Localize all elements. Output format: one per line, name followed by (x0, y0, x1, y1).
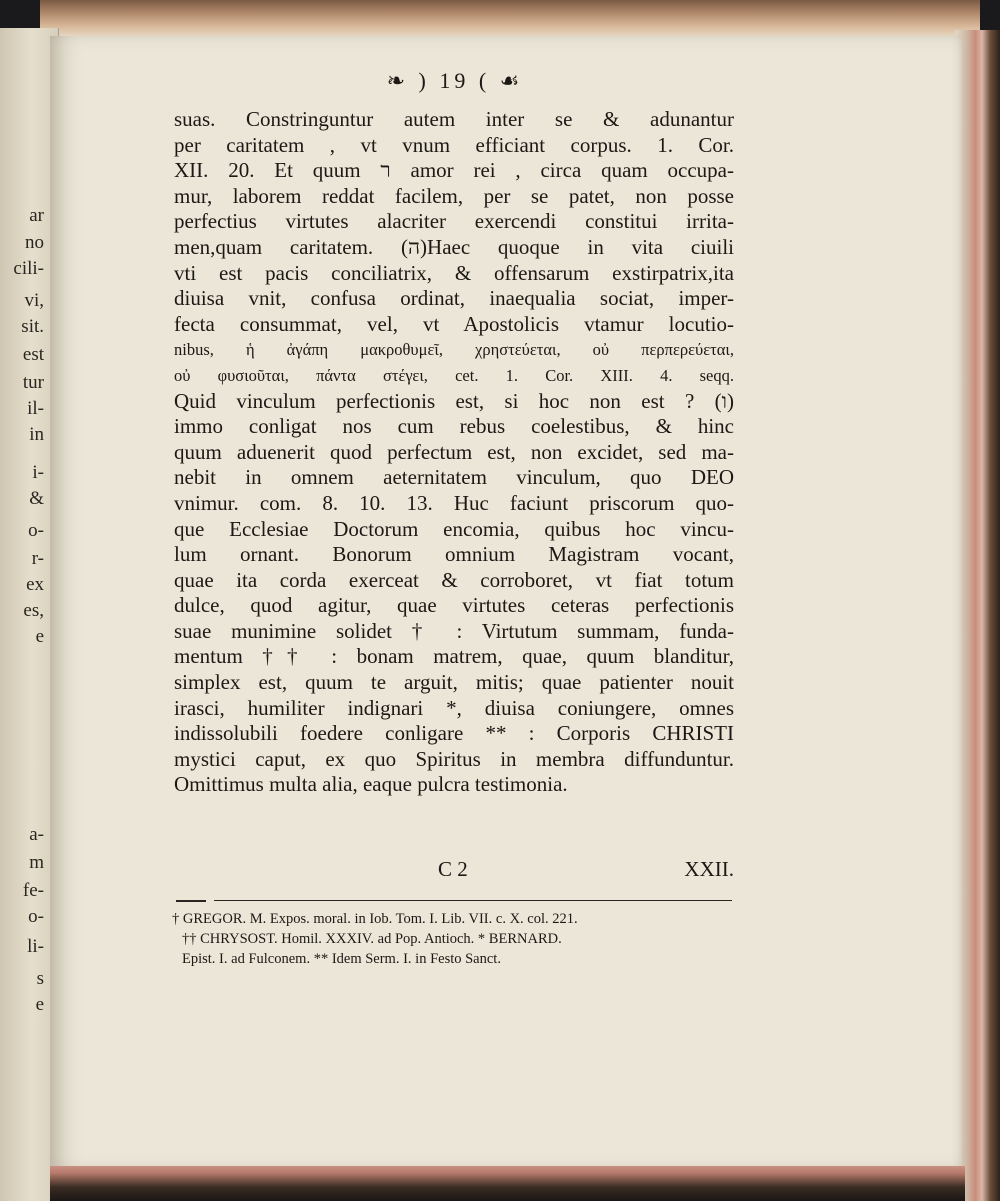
body-line: nibus, ἡ ἀγάπη μακροθυμεῖ, χρηστεύεται, οὐ περπερεύεται, (174, 340, 734, 360)
left-page-fragment: vi, (24, 290, 44, 311)
footnote-rule-long (214, 900, 732, 901)
body-line: dulce, quod agitur, quae virtutes ceteras perfectionis (174, 593, 734, 618)
left-page-fragment: ar (29, 205, 44, 226)
body-line: vti est pacis conciliatrix, & offensarum exstirpatrix,ita (174, 260, 734, 285)
body-line: perfectius virtutes alacriter exercendi constitui irrita- (174, 209, 734, 234)
left-page-fragment: sit. (21, 316, 44, 337)
body-line: diuisa vnit, confusa ordinat, inaequalia sociat, imper- (174, 286, 734, 311)
left-page-fragment: i- (32, 462, 44, 483)
body-line: XII. 20. Et quum ר amor rei , circa quam occupa- (174, 158, 734, 183)
body-line: lum ornant. Bonorum omnium Magistram vocant, (174, 542, 734, 567)
left-page-fragment: fe- (22, 880, 44, 901)
left-page-fragment: li- (27, 936, 44, 957)
left-page-fragment: a- (29, 824, 44, 845)
body-line: suae munimine solidet † : Virtutum summam, funda- (174, 618, 734, 643)
footnote-line: Epist. I. ad Fulconem. ** Idem Serm. I. in Festo Sanct. (182, 951, 501, 967)
page-footer-line (174, 857, 734, 885)
body-line: nebit in omnem aeternitatem vinculum, quo DEO (174, 465, 734, 490)
left-page-fragment: o- (28, 520, 44, 541)
body-paragraph (174, 107, 734, 798)
left-page-fragment: cili- (13, 258, 44, 279)
left-page-fragment: & (29, 488, 44, 509)
left-page-fragment: in (29, 424, 44, 445)
left-page-fragment: e (35, 994, 44, 1015)
body-line: indissolubili foedere conligare ** : Corporis CHRISTI (174, 721, 734, 746)
body-line: per caritatem , vt vnum efficiant corpus. 1. Cor. (174, 132, 734, 157)
left-page-fragment: est (22, 344, 44, 365)
body-line: quum aduenerit quod perfectum est, non excidet, sed ma- (174, 439, 734, 464)
left-page-fragment: es, (23, 600, 44, 621)
body-line: mentum †† : bonam matrem, quae, quum blanditur, (174, 644, 734, 669)
body-line: quae ita corda exerceat & corroboret, vt fiat totum (174, 567, 734, 592)
body-line: Omittimus multa alia, eaque pulcra testimonia. (174, 772, 568, 797)
body-line: men,quam caritatem. (ה)Haec quoque in vita ciuili (174, 234, 734, 259)
body-line: simplex est, quum te arguit, mitis; quae patienter nouit (174, 670, 734, 695)
page-header: ❧ ) 19 ( ☙ (386, 68, 524, 93)
body-line: vnimur. com. 8. 10. 13. Huc faciunt priscorum quo- (174, 490, 734, 515)
left-page-fragment: o- (28, 906, 44, 927)
body-line: mur, laborem reddat facilem, per se patet, non posse (174, 183, 734, 208)
body-line: Quid vinculum perfectionis est, si hoc non est ? (ו) (174, 388, 734, 413)
left-page-fragment: s (36, 968, 44, 989)
body-line: immo conligat nos cum rebus coelestibus, & hinc (174, 414, 734, 439)
left-page-fragment: il- (27, 398, 44, 419)
body-line: mystici caput, ex quo Spiritus in membra diffunduntur. (174, 746, 734, 771)
left-page-fragment: r- (31, 548, 44, 569)
left-page-fragment: tur (22, 372, 44, 393)
footnote-line: † GREGOR. M. Expos. moral. in Iob. Tom. I. Lib. VII. c. X. col. 221. (172, 911, 578, 927)
body-line: οὐ φυσιοῦται, πάντα στέγει, cet. 1. Cor. XIII. 4. seqq. (174, 365, 734, 385)
left-page-fragment: ex (26, 574, 44, 595)
body-line: suas. Constringuntur autem inter se & adunantur (174, 107, 734, 131)
bottom-page-edge (50, 1166, 965, 1201)
footnotes (172, 909, 737, 969)
body-line: irasci, humiliter indignari *, diuisa coniungere, omnes (174, 695, 734, 720)
body-line: que Ecclesiae Doctorum encomia, quibus hoc vincu- (174, 516, 734, 541)
signature-mark: C 2 (438, 857, 468, 881)
left-page-fragment: no (25, 232, 44, 253)
body-line: fecta consummat, vel, vt Apostolicis vtamur locutio- (174, 311, 734, 336)
left-page-fragment: m (29, 852, 44, 873)
footnote-rule-short (176, 900, 206, 902)
catchword: XXII. (684, 857, 734, 881)
left-page-fragment: e (35, 626, 44, 647)
top-page-edges (40, 0, 980, 40)
footnote-line: †† CHRYSOST. Homil. XXXIV. ad Pop. Antioch. * BERNARD. (182, 931, 562, 947)
